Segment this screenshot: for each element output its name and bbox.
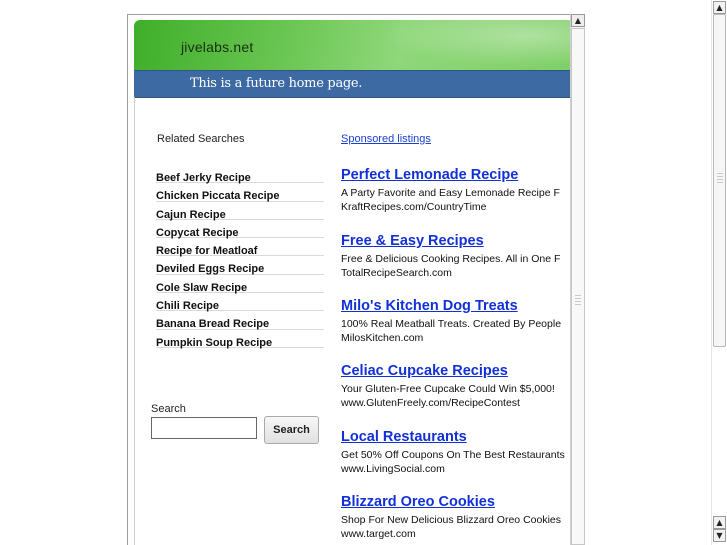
related-link[interactable]: Chili Recipe [156,300,219,313]
ad-listing [341,493,581,542]
related-link[interactable]: Recipe for Meatloaf [156,245,258,258]
tagline: This is a future home page. [190,76,363,91]
ad-title-link[interactable]: Celiac Cupcake Recipes [341,363,508,379]
list-item [156,202,324,220]
ad-title-link[interactable]: Free & Easy Recipes [341,233,484,249]
page-scrollbar-thumb[interactable] [713,14,726,347]
ad-listing [341,232,581,281]
site-header [134,20,574,72]
list-item [156,330,324,348]
related-link[interactable]: Deviled Eggs Recipe [156,263,265,276]
ad-description: Get 50% Off Coupons On The Best Restaurants [341,449,565,461]
content-frame [127,14,585,545]
sponsored-listings-link[interactable]: Sponsored listings [341,133,431,145]
related-link[interactable]: Cajun Recipe [156,208,226,221]
ad-url-link[interactable]: www.target.com [341,528,416,540]
related-link[interactable]: Banana Bread Recipe [156,318,270,331]
frame-scrollbar-thumb[interactable] [571,28,585,545]
search-button[interactable]: Search [264,416,319,444]
content-left-border [134,97,135,545]
ad-description: Shop For New Delicious Blizzard Oreo Cookies [341,514,562,526]
ad-title-link[interactable]: Milo's Kitchen Dog Treats [341,298,518,314]
ad-listing [341,297,581,346]
ad-url-link[interactable]: KraftRecipes.com/CountryTime [341,201,487,213]
ad-listing [341,166,581,215]
list-item [156,165,324,183]
scroll-up-arrow-icon-bottom[interactable]: ▲ [713,516,726,529]
ad-title-link[interactable]: Blizzard Oreo Cookies [341,494,495,510]
list-item [156,220,324,238]
related-link[interactable]: Cole Slaw Recipe [156,281,248,294]
page-scrollbar[interactable] [711,0,727,545]
frame-scrollbar[interactable] [570,14,585,545]
search-input[interactable] [151,417,257,439]
header-swoosh-decoration [354,20,574,72]
ad-description: Free & Delicious Cooking Recipes. All in One F [341,253,561,265]
ad-url-link[interactable]: www.GlutenFreely.com/RecipeContest [341,397,520,409]
list-item [156,256,324,274]
related-link[interactable]: Beef Jerky Recipe [156,172,251,184]
ad-listing [341,362,581,411]
ad-listing [341,428,581,477]
related-searches-list [156,165,324,348]
scroll-down-arrow-icon[interactable]: ▼ [713,529,726,542]
related-link[interactable]: Copycat Recipe [156,226,239,239]
scroll-up-arrow-icon[interactable]: ▲ [713,1,726,14]
scrollbar-grip-icon [717,173,723,183]
ad-url-link[interactable]: TotalRecipeSearch.com [341,267,452,279]
frame-scroll-up-arrow-icon[interactable]: ▲ [571,14,585,27]
tagline-banner [134,70,574,98]
list-item [156,238,324,256]
ad-description: 100% Real Meatball Treats. Created By People [341,318,562,330]
scrollbar-grip-icon [575,295,581,305]
list-item [156,275,324,293]
related-link[interactable]: Pumpkin Soup Recipe [156,336,273,349]
list-item [156,293,324,311]
related-link[interactable]: Chicken Piccata Recipe [156,190,280,203]
list-item [156,183,324,201]
search-label: Search [151,403,186,415]
ad-title-link[interactable]: Local Restaurants [341,429,467,445]
ad-title-link[interactable]: Perfect Lemonade Recipe [341,167,519,183]
site-name: jivelabs.net [181,39,254,55]
list-item [156,311,324,329]
ad-url-link[interactable]: MilosKitchen.com [341,332,424,344]
related-searches-title: Related Searches [157,133,245,145]
ad-description: Your Gluten-Free Cupcake Could Win $5,000! [341,383,555,395]
ad-description: A Party Favorite and Easy Lemonade Recipe F [341,187,560,199]
ad-url-link[interactable]: www.LivingSocial.com [341,463,445,475]
